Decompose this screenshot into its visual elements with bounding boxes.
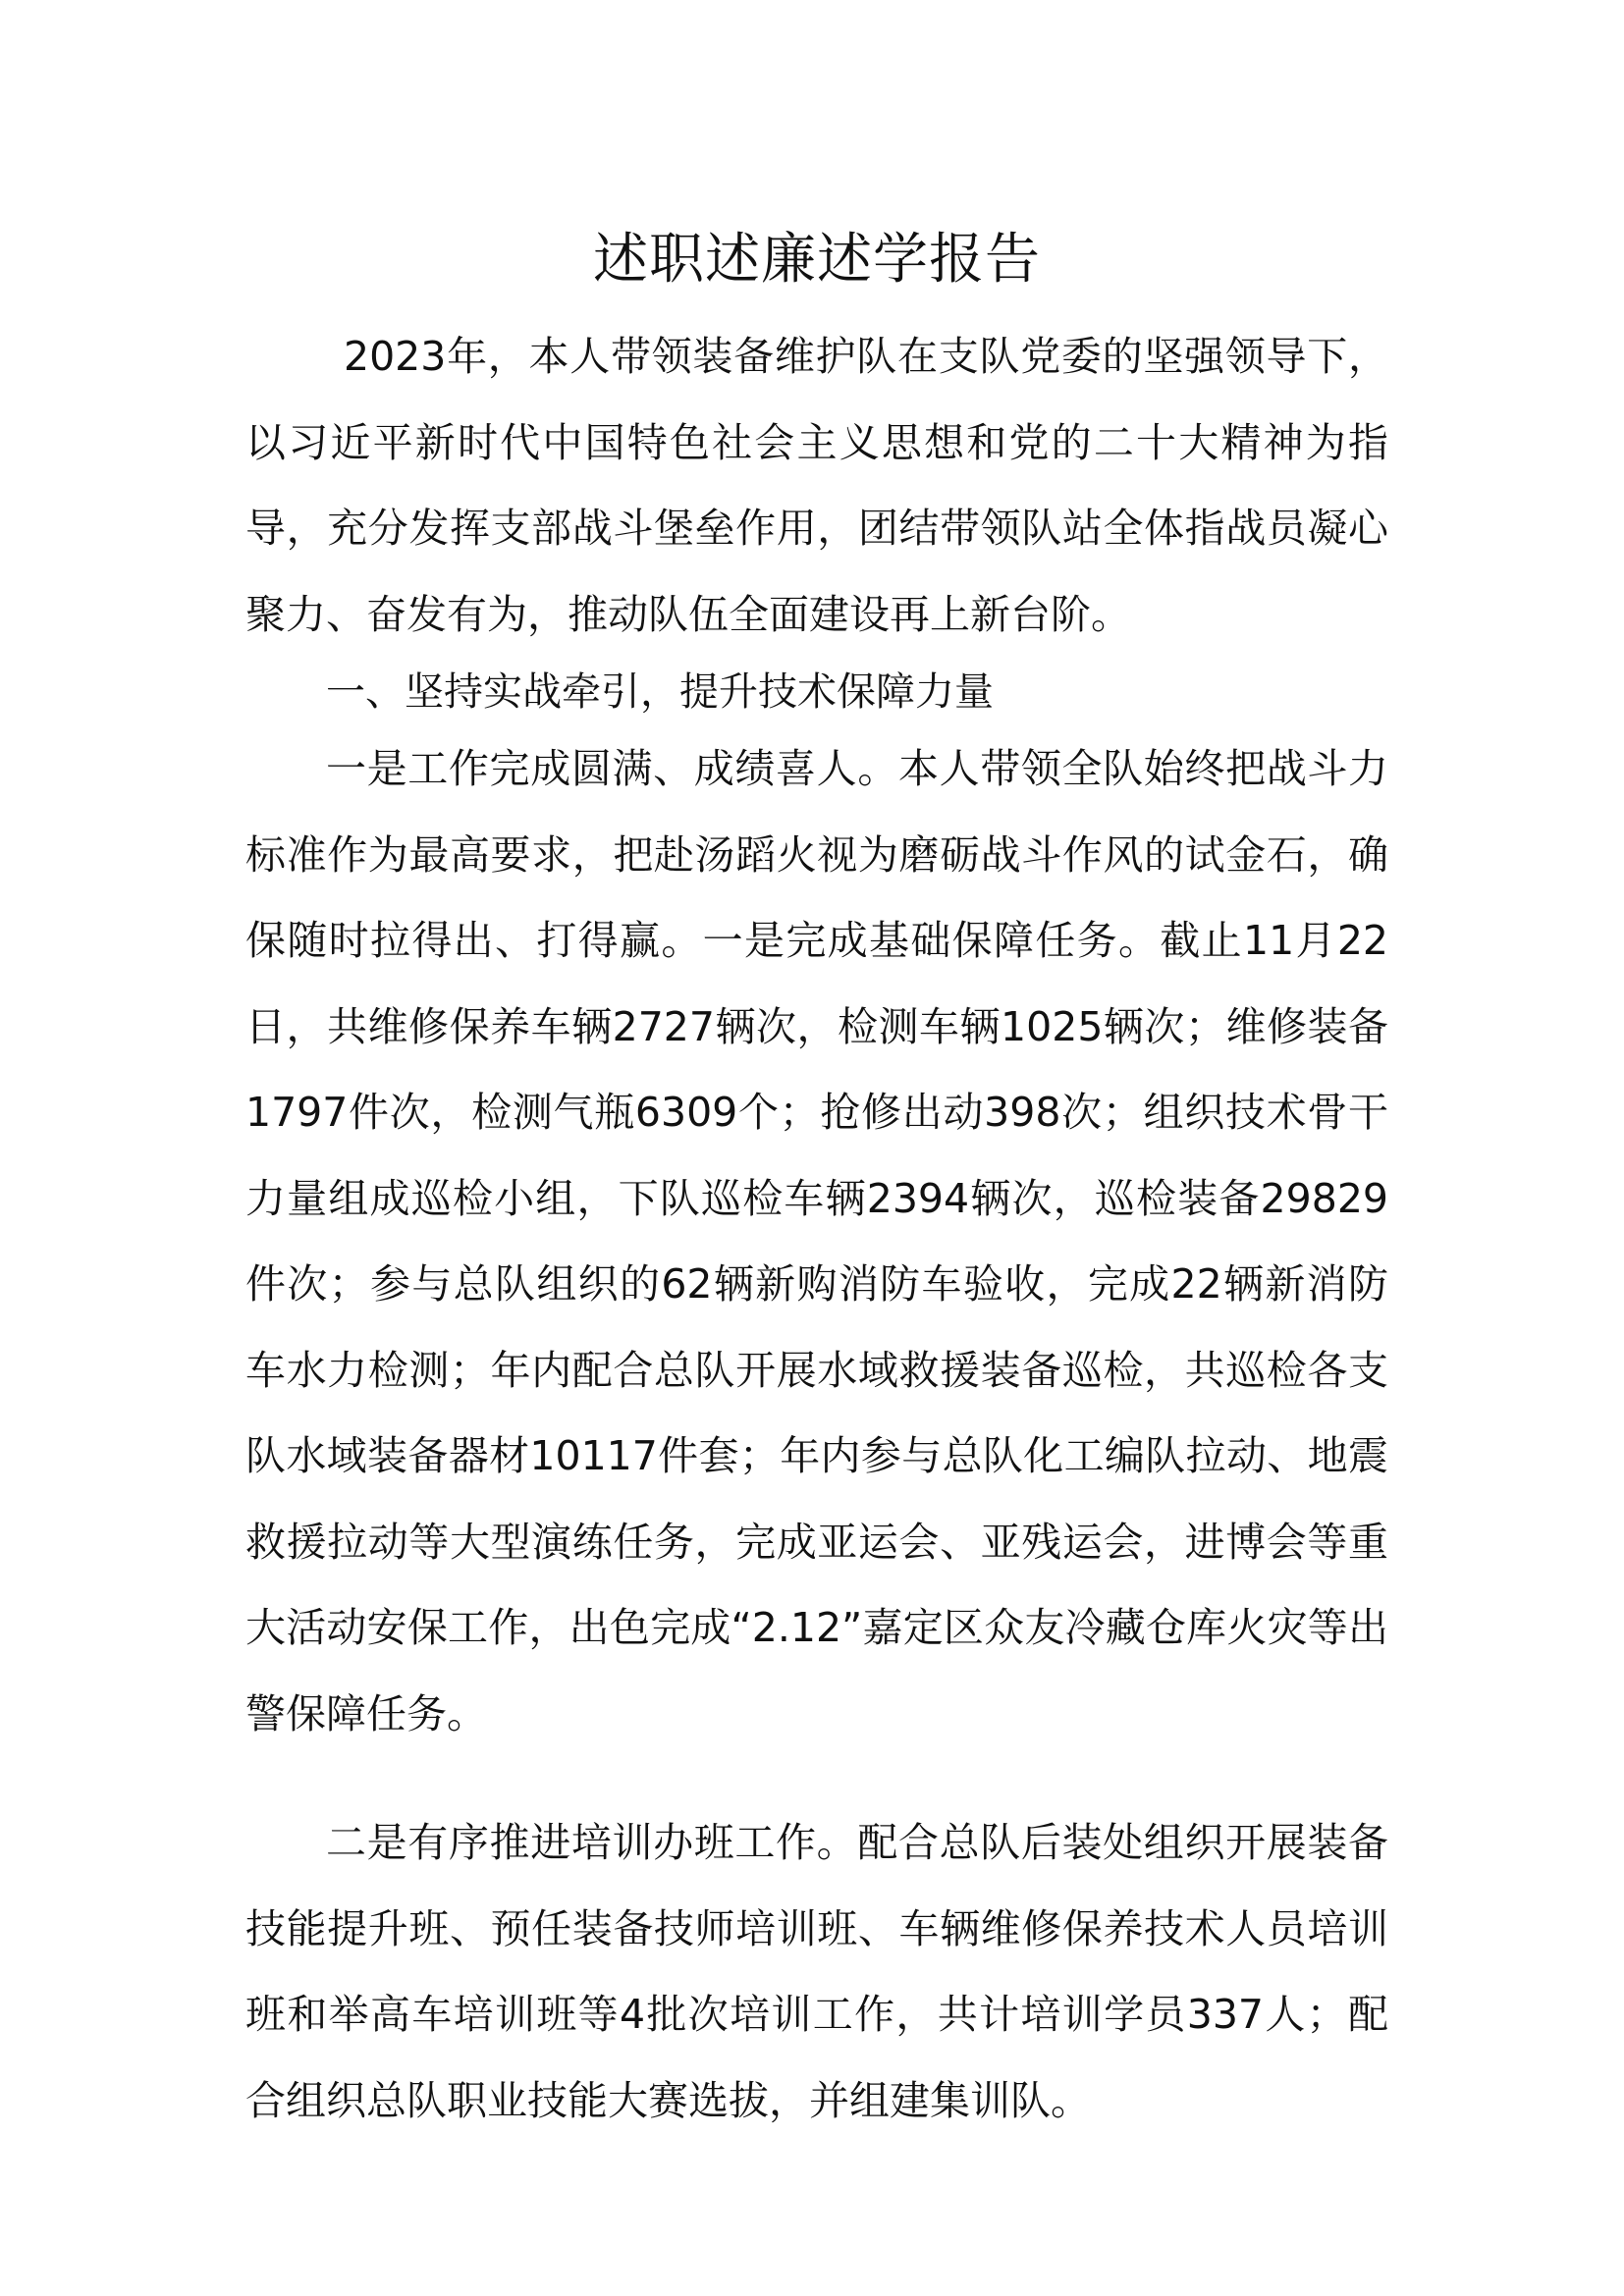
section-one-heading: 一、坚持实战牵引，提升技术保障力量 xyxy=(326,669,994,715)
document-page xyxy=(245,206,1388,2144)
point-two-paragraph: 二是有序推进培训办班工作。配合总队后装处组织开展装备技能提升班、预任装备技师培训班、车辆维修保养技术人员培训班和举高车培训班等4批次培训工作，共计培训学员337人；配合组织总队职业技能大赛选拔，并组建集训队。 xyxy=(245,1819,1388,2124)
intro-paragraph: 2023年，本人带领装备维护队在支队党委的坚强领导下，以习近平新时代中国特色社会主义思想和党的二十大精神为指导，充分发挥支部战斗堡垒作用，团结带领队站全体指战员凝心聚力、奋发有为，推动队伍全面建设再上新台阶。 xyxy=(245,333,1388,638)
point-one-paragraph: 一是工作完成圆满、成绩喜人。本人带领全队始终把战斗力标准作为最高要求，把赴汤蹈火视为磨砺战斗作风的试金石，确保随时拉得出、打得赢。一是完成基础保障任务。截止11月22日，共维修保养车辆2727辆次，检测车辆1025辆次；维修装备1797件次，检测气瓶6309个；抢修出动398次；组织技术骨干力量组成巡检小组，下队巡检车辆2394辆次，巡检装备29829件次；参与总队组织的62辆新购消防车验收，完成22辆新消防车水力检测；年内配合总队开展水域救援装备巡检，共巡检各支队水域装备器材10117件套；年内参与总队化工编队拉动、地震救援拉动等大型演练任务，完成亚运会、亚残运会，进博会等重大活动安保工作，出色完成“2.12”嘉定区众友冷藏仓库火灾等出警保障任务。 xyxy=(245,745,1388,1737)
document-title: 述职述廉述学报告 xyxy=(593,228,1041,292)
